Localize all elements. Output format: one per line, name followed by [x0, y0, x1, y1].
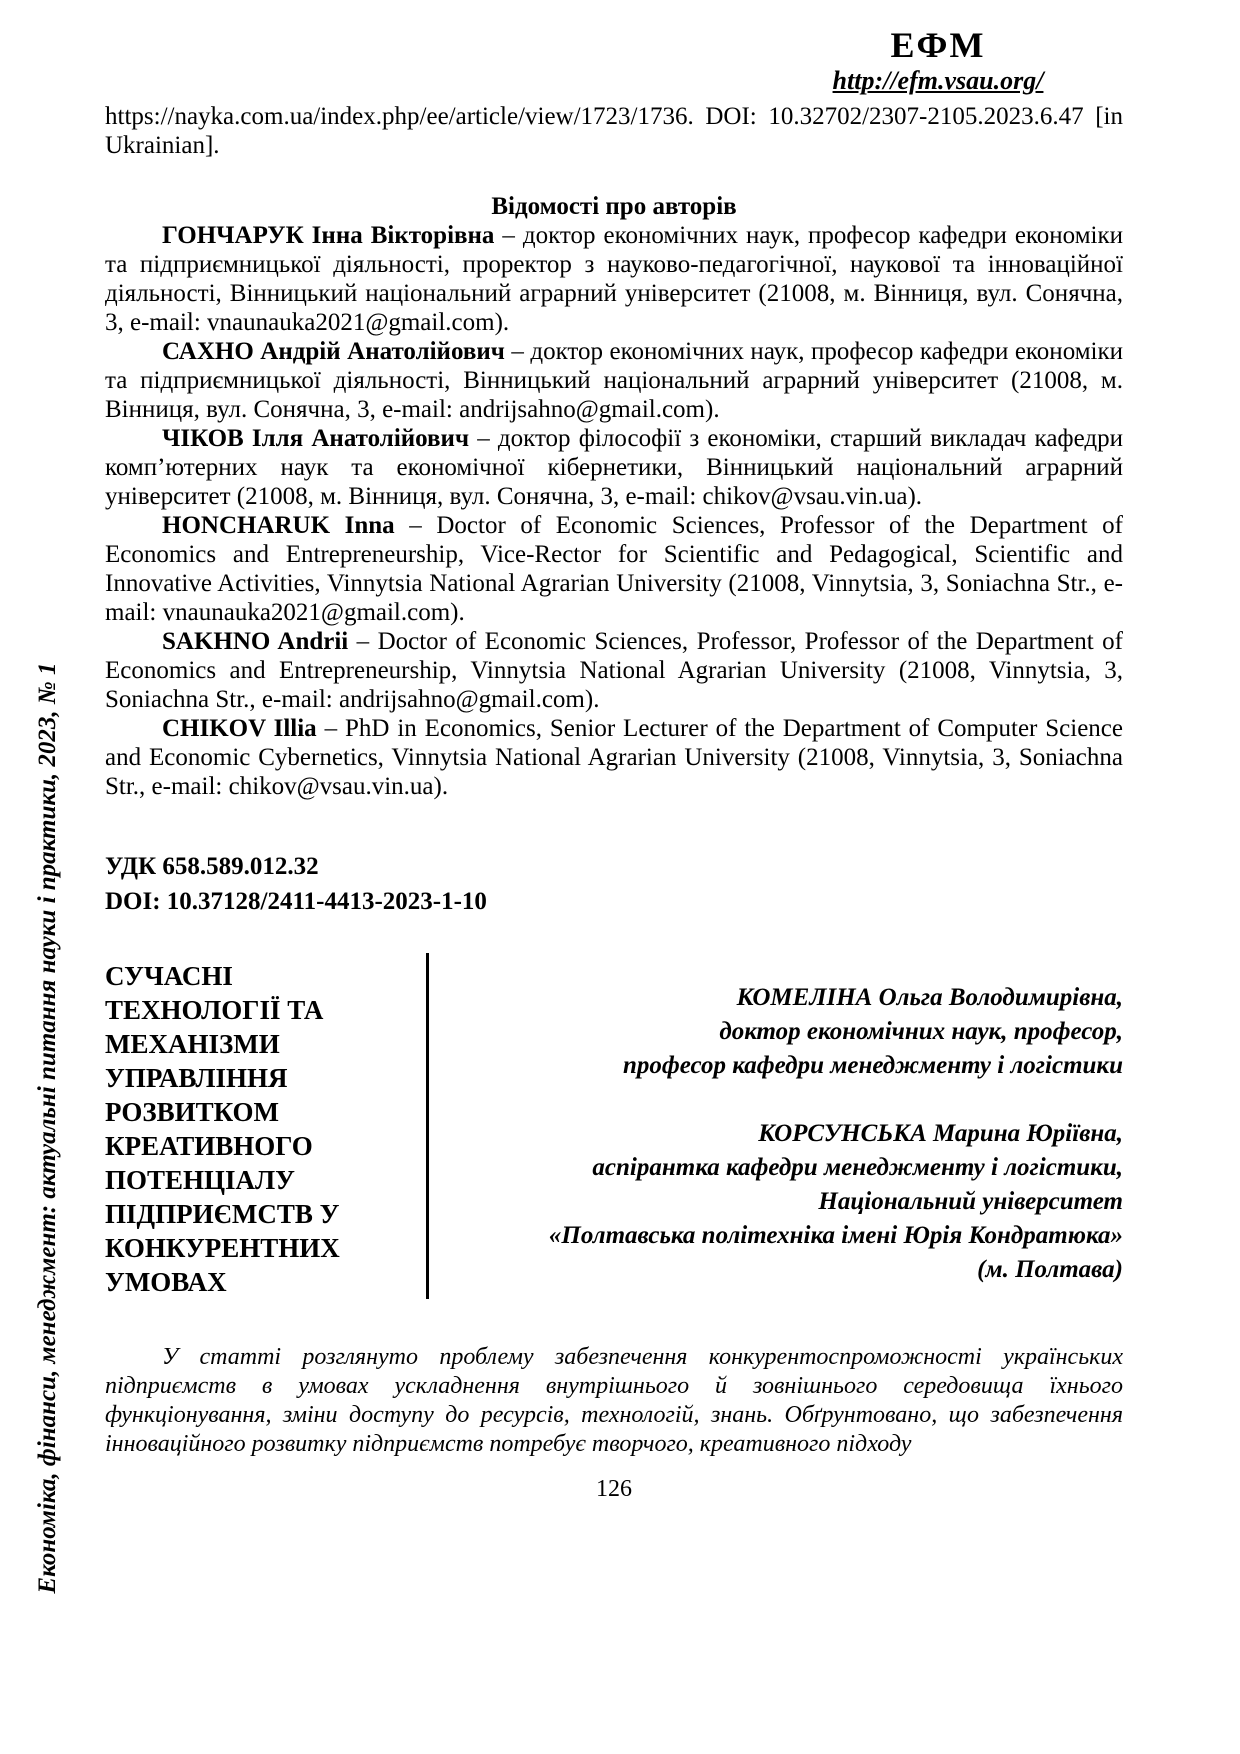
author-paragraph	[105, 714, 1123, 801]
author-paragraph	[105, 221, 1123, 337]
author-name: SAKHNO Andrii	[162, 628, 349, 655]
article-author	[439, 1117, 1123, 1287]
author-details: – PhD in Economics, Senior Lecturer of the Department of Computer Science and Economic Cybernetics, Vinnytsia National Agrarian University (21008, Vinnytsia, 3, Soniachna Str., e-mail: chikov@vsau.vin.ua).	[105, 715, 1123, 800]
journal-spine-title: Економіка, фінанси, менеджмент: актуальні питання науки і практики, 2023, № 1	[34, 662, 61, 1594]
article-author-line: «Полтавська політехніка імені Юрія Кондратюка»	[548, 1222, 1123, 1249]
author-paragraph	[105, 424, 1123, 511]
author-details: – доктор філософії з економіки, старший викладач кафедри комп’ютерних наук та економічної кібернетики, Вінницький національний аграрний університет (21008, м. Вінниця, вул. Сонячна, 3, e-mail: chikov@vsau.vin.ua).	[105, 425, 1123, 510]
author-paragraph	[105, 511, 1123, 627]
udk-code: УДК 658.589.012.32	[105, 853, 319, 880]
journal-site-link[interactable]: http://efm.vsau.org/	[832, 66, 1044, 95]
article-author-line: аспірантка кафедри менеджменту і логістики,	[592, 1154, 1123, 1181]
article-author-line: доктор економічних наук, професор,	[719, 1018, 1123, 1045]
page-content	[105, 24, 1123, 1504]
article-author-line: (м. Полтава)	[977, 1256, 1123, 1283]
author-paragraph	[105, 627, 1123, 714]
author-name: САХНО Андрій Анатолійович	[162, 338, 505, 365]
identifiers-block	[105, 849, 1123, 919]
article-abstract: У статті розглянуто проблему забезпечення конкурентоспроможності українських підприємств в умовах ускладнення внутрішнього й зовнішнього середовища їхнього функціонування, зміни доступу до ресурсів, технологій, знань. Обґрунтовано, що забезпечення інноваційного розвитку підприємств потребує творчого, креативного підходу	[105, 1344, 1123, 1457]
article-authors-column	[426, 953, 1123, 1299]
author-details: – доктор економічних наук, професор кафедри економіки та підприємницької діяльності, проректор з науково-педагогічної, наукової та інноваційної діяльності, Вінницький національний аграрний університет (21008, м. Вінниця, вул. Сонячна, 3, e-mail: vnaunauka2021@gmail.com).	[105, 222, 1123, 336]
author-details: – доктор економічних наук, професор кафедри економіки та підприємницької діяльності, Вінницький національний аграрний університет (21008, м. Вінниця, вул. Сонячна, 3, e-mail: andrijsahno@gmail.com).	[105, 338, 1124, 423]
author-paragraph	[105, 337, 1123, 424]
journal-logo: ЕФМ	[890, 25, 986, 65]
article-author-line: КОРСУНСЬКА Марина Юріївна,	[758, 1120, 1123, 1147]
authors-section-title: Відомості про авторів	[491, 193, 737, 220]
article-header	[105, 953, 1123, 1299]
article-author-line: Національний університет	[818, 1188, 1123, 1215]
article-doi: DOI: 10.37128/2411-4413-2023-1-10	[105, 888, 487, 915]
author-name: ГОНЧАРУК Інна Вікторівна	[162, 222, 495, 249]
author-name: ЧІКОВ Ілля Анатолійович	[162, 425, 470, 452]
author-details: – Doctor of Economic Sciences, Professor of the Department of Economics and Entrepreneurship, Vice-Rector for Scientific and Pedagogical, Scientific and Innovative Activities, Vinnytsia National Agrarian University (21008, Vinnytsia, 3, Soniachna Str., e-mail: vnaunauka2021@gmail.com).	[105, 512, 1124, 626]
article-author-line: професор кафедри менеджменту і логістики	[622, 1052, 1123, 1079]
author-name: CHIKOV Illia	[162, 715, 317, 742]
masthead	[753, 24, 1123, 96]
citation-reference: https://nayka.com.ua/index.php/ee/article/view/1723/1736. DOI: 10.32702/2307-2105.2023.6.47 [in Ukrainian].	[105, 103, 1123, 159]
author-name: HONCHARUK Inna	[162, 512, 395, 539]
author-details: – Doctor of Economic Sciences, Professor, Professor of the Department of Economics and Entrepreneurship, Vinnytsia National Agrarian University (21008, Vinnytsia, 3, Soniachna Str., e-mail: andrijsahno@gmail.com).	[105, 628, 1123, 713]
article-author	[439, 981, 1123, 1083]
article-title: СУЧАСНІ ТЕХНОЛОГІЇ ТА МЕХАНІЗМИ УПРАВЛІННЯ РОЗВИТКОМ КРЕАТИВНОГО ПОТЕНЦІАЛУ ПІДПРИЄМСТВ У КОНКУРЕНТНИХ УМОВАХ	[105, 961, 340, 1297]
page-number: 126	[596, 1476, 632, 1502]
article-author-line: КОМЕЛІНА Ольга Володимирівна,	[736, 984, 1123, 1011]
